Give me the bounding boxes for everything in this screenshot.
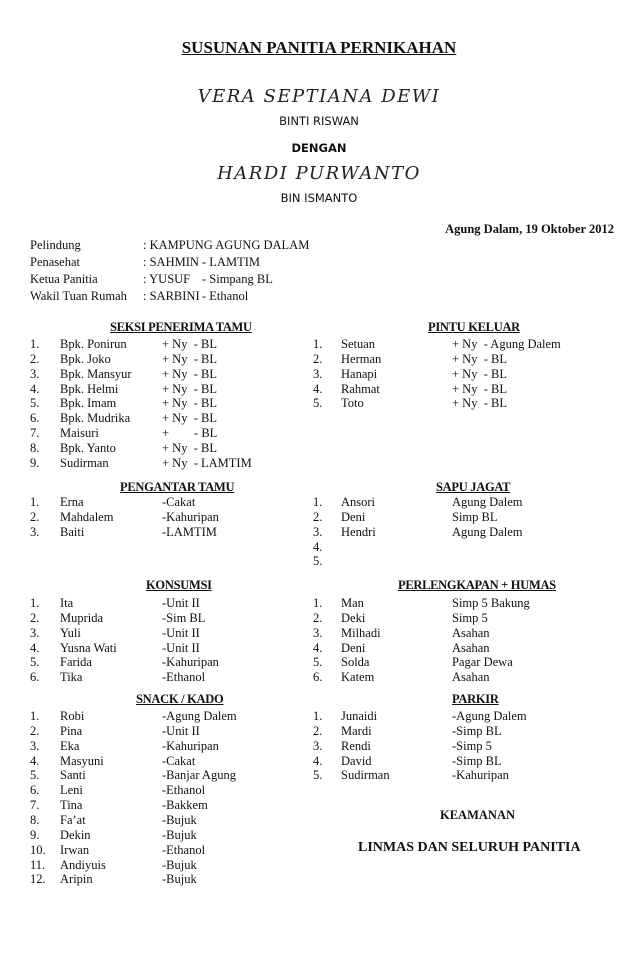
place-date: Agung Dalam, 19 Oktober 2012	[445, 222, 614, 236]
member-origin: + Ny - BL	[452, 381, 507, 396]
member-origin: -Agung Dalem	[162, 709, 237, 723]
member-name: Rahmat	[341, 381, 380, 396]
row-number: 3.	[30, 524, 40, 539]
official-name: : SARBINI	[143, 289, 200, 303]
member-origin: -Bujuk	[162, 872, 197, 887]
member-origin: -Bujuk	[162, 813, 197, 827]
member-origin: -Unit II	[162, 596, 200, 610]
row-number: 11.	[30, 857, 46, 872]
section-title: SAPU JAGAT	[436, 480, 511, 494]
section-title: PINTU KELUAR	[428, 320, 520, 334]
member-name: Santi	[60, 768, 86, 783]
official-origin: - Ethanol	[202, 289, 249, 303]
official-origin: - Simpang BL	[202, 272, 273, 286]
row-number: 5.	[313, 768, 323, 783]
member-origin: -Simp 5	[452, 738, 492, 753]
member-name: Tika	[60, 670, 83, 685]
row-number: 7.	[30, 426, 40, 441]
member-name: Mahdalem	[60, 509, 114, 524]
member-name: Yusna Wati	[60, 640, 117, 655]
section-title: SNACK / KADO	[136, 692, 224, 706]
row-number: 5.	[313, 396, 323, 411]
member-origin: -Sim BL	[162, 610, 206, 625]
member-name: Masyuni	[60, 753, 104, 768]
row-number: 1.	[30, 495, 40, 509]
official-role: Pelindung	[30, 238, 81, 252]
member-name: Bpk. Imam	[60, 396, 117, 411]
member-name: Milhadi	[341, 625, 381, 640]
member-name: Robi	[60, 709, 85, 723]
member-origin: + Ny - BL	[162, 396, 217, 411]
row-number: 4.	[313, 381, 323, 396]
member-name: Man	[341, 596, 364, 610]
row-number: 2.	[30, 351, 40, 366]
row-number: 4.	[313, 640, 323, 655]
official-role: Ketua Panitia	[30, 272, 98, 286]
member-name: Hendri	[341, 524, 376, 539]
member-origin: -Ethanol	[162, 842, 206, 857]
member-name: Yuli	[60, 625, 81, 640]
row-number: 6.	[313, 670, 323, 685]
row-number: 4.	[30, 640, 40, 655]
section-title: KONSUMSI	[146, 578, 212, 592]
member-name: Irwan	[60, 842, 90, 857]
member-name: Sudirman	[341, 768, 390, 783]
member-origin: Pagar Dewa	[452, 655, 513, 670]
member-origin: -Bujuk	[162, 857, 197, 872]
member-name: Dekin	[60, 827, 91, 842]
row-number: 1.	[313, 337, 323, 351]
row-number: 5.	[30, 768, 40, 783]
official-role: Penasehat	[30, 255, 80, 269]
member-name: Deni	[341, 640, 366, 655]
member-name: Junaidi	[341, 709, 378, 723]
row-number: 12.	[30, 872, 46, 887]
member-origin: -Cakat	[162, 753, 196, 768]
member-origin: Asahan	[452, 670, 490, 685]
member-origin: -Kahuripan	[162, 655, 219, 670]
row-number: 2.	[30, 723, 40, 738]
keamanan-title: KEAMANAN	[440, 808, 515, 822]
member-origin: -Simp BL	[452, 753, 502, 768]
member-name: Toto	[341, 396, 364, 411]
member-origin: -Cakat	[162, 495, 196, 509]
member-name: Setuan	[341, 337, 376, 351]
row-number: 8.	[30, 813, 40, 827]
member-origin: Simp BL	[452, 509, 498, 524]
member-origin: -LAMTIM	[162, 524, 217, 539]
row-number: 2.	[313, 509, 323, 524]
bride-name: VERA SEPTIANA DEWI	[197, 86, 441, 107]
row-number: 5.	[313, 554, 323, 569]
member-origin: Simp 5	[452, 610, 488, 625]
row-number: 5.	[30, 396, 40, 411]
member-origin: + Ny - Agung Dalem	[452, 337, 561, 351]
member-origin: + Ny - BL	[452, 396, 507, 411]
row-number: 9.	[30, 455, 40, 470]
member-name: Rendi	[341, 738, 371, 753]
member-origin: Agung Dalem	[452, 495, 523, 509]
row-number: 3.	[313, 625, 323, 640]
member-name: Bpk. Mudrika	[60, 411, 131, 426]
row-number: 4.	[313, 753, 323, 768]
member-origin: -Bujuk	[162, 827, 197, 842]
member-origin: + Ny - BL	[452, 351, 507, 366]
member-origin: + Ny - BL	[162, 381, 217, 396]
member-name: Pina	[60, 723, 83, 738]
row-number: 10.	[30, 842, 46, 857]
member-name: Bpk. Joko	[60, 351, 111, 366]
row-number: 1.	[313, 596, 323, 610]
row-number: 6.	[30, 670, 40, 685]
member-name: Farida	[60, 655, 92, 670]
row-number: 5.	[30, 655, 40, 670]
member-name: Hanapi	[341, 366, 378, 381]
row-number: 5.	[313, 655, 323, 670]
member-name: Solda	[341, 655, 370, 670]
row-number: 1.	[30, 709, 40, 723]
groom-parent: BIN ISMANTO	[280, 191, 358, 205]
official-origin: - LAMTIM	[202, 255, 260, 269]
row-number: 1.	[30, 596, 40, 610]
section-title: PENGANTAR TAMU	[120, 480, 235, 494]
member-origin: -Bakkem	[162, 798, 208, 813]
connector-text: DENGAN	[291, 141, 347, 155]
row-number: 1.	[313, 495, 323, 509]
row-number: 6.	[30, 783, 40, 798]
member-origin: + Ny - BL	[162, 440, 217, 455]
member-name: Deki	[341, 610, 366, 625]
official-name: : YUSUF	[143, 272, 191, 286]
member-name: Muprida	[60, 610, 104, 625]
member-name: Sudirman	[60, 455, 109, 470]
row-number: 2.	[313, 610, 323, 625]
member-origin: -Agung Dalem	[452, 709, 527, 723]
member-name: Bpk. Mansyur	[60, 366, 132, 381]
row-number: 3.	[30, 738, 40, 753]
member-origin: Simp 5 Bakung	[452, 596, 530, 610]
member-name: Fa’at	[60, 813, 86, 827]
member-name: Eka	[60, 738, 80, 753]
member-name: Aripin	[60, 872, 93, 887]
member-origin: -Kahuripan	[162, 509, 219, 524]
member-name: Ita	[60, 596, 74, 610]
member-origin: -Unit II	[162, 640, 200, 655]
row-number: 8.	[30, 440, 40, 455]
member-origin: -Ethanol	[162, 783, 206, 798]
row-number: 7.	[30, 798, 40, 813]
member-name: Bpk. Ponirun	[60, 337, 127, 351]
member-name: Tina	[60, 798, 83, 813]
member-origin: + Ny - LAMTIM	[162, 455, 252, 470]
member-name: Andiyuis	[60, 857, 106, 872]
row-number: 3.	[30, 366, 40, 381]
member-origin: + Ny - BL	[162, 366, 217, 381]
row-number: 2.	[313, 723, 323, 738]
member-origin: -Ethanol	[162, 670, 206, 685]
member-origin: -Unit II	[162, 723, 200, 738]
keamanan-text: LINMAS DAN SELURUH PANITIA	[358, 840, 581, 855]
member-name: Erna	[60, 495, 84, 509]
row-number: 3.	[313, 366, 323, 381]
section-title: PARKIR	[452, 692, 499, 706]
row-number: 4.	[30, 753, 40, 768]
row-number: 4.	[313, 539, 323, 554]
section-title: SEKSI PENERIMA TAMU	[110, 320, 252, 334]
member-name: Ansori	[341, 495, 376, 509]
row-number: 3.	[313, 524, 323, 539]
member-origin: -Kahuripan	[162, 738, 219, 753]
groom-name: HARDI PURWANTO	[217, 163, 421, 184]
document-title: SUSUNAN PANITIA PERNIKAHAN	[181, 38, 457, 57]
member-origin: Asahan	[452, 625, 490, 640]
member-origin: + Ny - BL	[452, 366, 507, 381]
member-origin: -Banjar Agung	[162, 768, 236, 783]
member-origin: + - BL	[162, 426, 218, 441]
member-origin: + Ny - BL	[162, 337, 217, 351]
member-origin: Asahan	[452, 640, 490, 655]
member-origin: + Ny - BL	[162, 351, 217, 366]
member-origin: -Simp BL	[452, 723, 502, 738]
member-name: Maisuri	[60, 426, 99, 441]
bride-parent: BINTI RISWAN	[279, 114, 359, 128]
member-name: Bpk. Yanto	[60, 440, 116, 455]
row-number: 2.	[30, 610, 40, 625]
row-number: 3.	[30, 625, 40, 640]
row-number: 6.	[30, 411, 40, 426]
member-name: David	[341, 753, 372, 768]
section-title: PERLENGKAPAN + HUMAS	[398, 578, 556, 592]
member-name: Katem	[341, 670, 375, 685]
member-origin: -Unit II	[162, 625, 200, 640]
member-origin: Agung Dalem	[452, 524, 523, 539]
row-number: 3.	[313, 738, 323, 753]
official-name: : SAHMIN	[143, 255, 199, 269]
row-number: 2.	[313, 351, 323, 366]
row-number: 2.	[30, 509, 40, 524]
member-name: Deni	[341, 509, 366, 524]
member-origin: -Kahuripan	[452, 768, 509, 783]
row-number: 4.	[30, 381, 40, 396]
member-name: Mardi	[341, 723, 372, 738]
row-number: 1.	[30, 337, 40, 351]
member-name: Baiti	[60, 524, 85, 539]
official-name: : KAMPUNG AGUNG DALAM	[143, 238, 310, 252]
member-name: Leni	[60, 783, 83, 798]
row-number: 9.	[30, 827, 40, 842]
member-name: Bpk. Helmi	[60, 381, 119, 396]
official-role: Wakil Tuan Rumah	[30, 289, 127, 303]
row-number: 1.	[313, 709, 323, 723]
member-origin: + Ny - BL	[162, 411, 217, 426]
member-name: Herman	[341, 351, 382, 366]
